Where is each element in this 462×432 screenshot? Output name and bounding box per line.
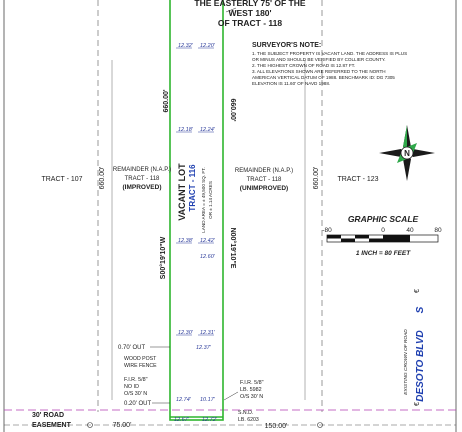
right-remainder-line2: TRACT - 118: [246, 177, 282, 183]
top-note-line1: THE EASTERLY 75' OF THE: [194, 0, 306, 8]
surveyor-note-item: AMERICAN VERTICAL DATUM OF 1988. BENCHMARK ID: DG 7305: [252, 75, 395, 80]
scale-tick-label: 40: [406, 227, 414, 234]
scale-tick-label: -80: [322, 227, 332, 234]
scale-ratio: 1 INCH = 80 FEET: [355, 250, 411, 257]
elevation-spots: [174, 43, 218, 423]
top-note-line2: WEST 180': [228, 8, 272, 18]
surveyor-note-item: 3. ALL ELEVATIONS SHOWN ARE REFERRED TO THE NORTH: [252, 69, 386, 74]
left-dimension: 660.00': [99, 166, 106, 190]
elevation-spot: 10.17': [200, 397, 215, 403]
west-bearing: S00°19'10"W: [160, 236, 167, 280]
elevation-spot: 12.72': [202, 417, 217, 423]
elevation-spot: 12.74': [176, 397, 191, 403]
surveyor-note-item: OR MINUS AND SHOULD BE VERIFIED BY COLLIER COUNTY.: [252, 57, 386, 62]
lot-tract: TRACT - 116: [188, 164, 197, 212]
elevation-spot: 12.37': [196, 345, 211, 351]
road-centerline-symbol: €: [414, 289, 421, 293]
elevation-spot: 12.24': [200, 127, 215, 133]
elevation-spot: 12.60': [200, 254, 215, 260]
elevation-spot: 12.31': [200, 330, 215, 336]
surveyor-note-item: 2. THE HIGHEST CROWN OF ROAD IS 12.87 FT.: [252, 63, 356, 68]
scale-tick-label: 0: [381, 227, 385, 234]
top-note-line3: OF TRACT - 118: [217, 18, 283, 28]
road-suffix: S: [415, 306, 426, 314]
north-arrow-icon: [379, 125, 435, 181]
lot-area: LAND AREA = ± 49,500 SQ. FT.: [201, 167, 206, 233]
elevation-spot: 12.42': [200, 238, 215, 244]
fir-left-line2: NO ID: [124, 384, 139, 390]
surveyor-note-item: 1. THE SUBJECT PROPERTY IS VACANT LAND. THE ADDRESS IS PLUS: [252, 51, 408, 56]
bottom-left-dimension: 75.00': [112, 422, 132, 429]
elevation-spot: 12.32': [178, 43, 193, 49]
fir-left-line3: O/S 30' N: [124, 391, 148, 397]
scale-bar-segment: [341, 239, 355, 243]
right-remainder-line1: REMAINDER (N.A.P.): [234, 168, 294, 174]
snd-line1: S.N.D.: [238, 410, 254, 416]
tract-107-label: TRACT - 107: [41, 176, 83, 183]
surveyor-note-items: [252, 51, 407, 86]
elevation-spot: 12.30': [178, 330, 193, 336]
lot-acres: OR ± 1.14 ACRES: [208, 181, 213, 219]
fir-right-leader: [224, 392, 238, 400]
scale-bar: [327, 235, 438, 242]
right-dimension: 660.00': [313, 166, 320, 190]
tract-123-label: TRACT - 123: [337, 176, 379, 183]
surveyor-note-item: ELEVATION IS 11.60' OF NAVD 1988.: [252, 81, 331, 86]
left-remainder-line3: (IMPROVED): [122, 184, 162, 191]
road-name: DESOTO BLVD: [415, 330, 426, 402]
road-easement-line1: 30' ROAD: [32, 412, 65, 419]
west-length-upper: 660.00': [163, 89, 170, 113]
right-remainder-line3: (UNIMPROVED): [239, 185, 289, 192]
road-centerline-symbol: €: [414, 402, 421, 406]
scale-bar-segment: [327, 235, 341, 239]
elevation-spot: 12.18': [178, 127, 193, 133]
fir-left-line4: 0.20' OUT: [124, 401, 152, 407]
scale-bar-segment: [383, 235, 410, 242]
fir-right-line1: F.I.R. 5/8": [240, 380, 264, 386]
road-easement-line2: EASEMENT: [32, 422, 71, 429]
east-bearing: N00°19'10"E: [229, 227, 236, 269]
surveyor-note-title: SURVEYOR'S NOTE:: [252, 42, 322, 49]
fir-right-line3: O/S 30' N: [240, 394, 264, 400]
elevation-spot: 12.20': [200, 43, 215, 49]
north-arrow-label: N: [404, 149, 410, 158]
north-arrow-needle-shade: [403, 125, 407, 150]
lot-title: VACANT LOT: [177, 163, 187, 221]
wire-fence-label: WIRE FENCE: [124, 363, 157, 369]
elevation-spot: 12.67': [174, 417, 189, 423]
snd-line2: LB. 6203: [238, 417, 259, 423]
fir-right-line2: LB. 5982: [240, 387, 262, 393]
east-length-upper: 660.00': [229, 98, 236, 122]
scale-title: GRAPHIC SCALE: [347, 214, 419, 224]
scale-bar-segment: [355, 235, 369, 239]
wood-post-label: WOOD POST: [124, 356, 157, 362]
scale-tick-label: 80: [434, 227, 442, 234]
fir-left-line1: F.I.R. 5/8": [124, 377, 148, 383]
out-070-label: 0.70' OUT: [118, 345, 146, 351]
elevation-spot: 12.38': [178, 238, 193, 244]
left-remainder-line1: REMAINDER (N.A.P.): [112, 167, 172, 173]
scale-bar-segment: [369, 239, 383, 243]
bottom-right-dimension: 150.00': [264, 423, 288, 430]
left-remainder-line2: TRACT - 118: [124, 176, 160, 182]
road-crown-note: EXISTING CROWN OF ROAD: [404, 329, 409, 395]
scale-ticks: [322, 227, 442, 234]
